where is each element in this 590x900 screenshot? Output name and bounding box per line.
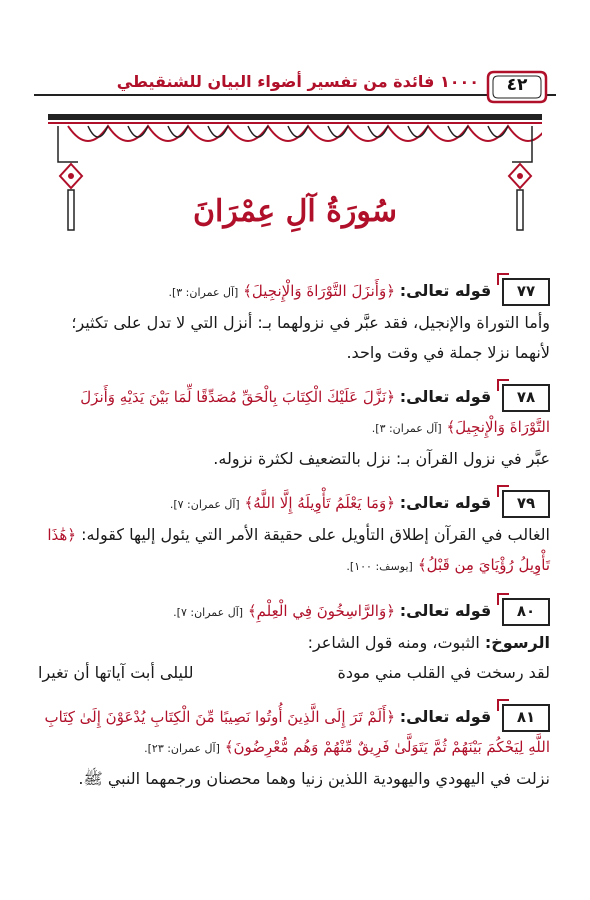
verse-reference: [آل عمران: ٣].: [371, 422, 442, 435]
entry-body: نزلت في اليهودي واليهودية اللذين زنيا وهما محصنان ورجمهما النبي ﷺ.: [78, 769, 550, 788]
entry-80: [38, 596, 550, 688]
entry-number-box: ٧٩: [502, 490, 550, 518]
entry-body-container: [38, 628, 550, 658]
header-rule: [34, 94, 556, 96]
main-content: [38, 276, 550, 808]
entry-number-box: ٧٧: [502, 278, 550, 306]
quran-verse: ﴿وَأَنزَلَ التَّوْرَاةَ وَالْإِنجِيلَ﴾: [243, 282, 395, 300]
entry-label: قوله تعالى:: [399, 707, 492, 726]
entry-body: وأما التوراة والإنجيل، فقد عبَّر في نزولهما بـ: أنزل التي لا تدل على تكثير؛ لأنهما نزلا جملة في وقت واحد.: [71, 313, 550, 362]
verse-reference: [آل عمران: ٣].: [168, 286, 239, 299]
entry-label: قوله تعالى:: [399, 601, 492, 620]
verse-reference: [آل عمران: ٧].: [173, 606, 244, 619]
entry-label: قوله تعالى:: [399, 281, 492, 300]
quran-verse: ﴿وَالرَّاسِخُونَ فِي الْعِلْمِ﴾: [247, 602, 395, 620]
quran-verse: ﴿أَلَمْ تَرَ إِلَى الَّذِينَ أُوتُوا نَصِيبًا مِّنَ الْكِتَابِ يُدْعَوْنَ إِلَىٰ كِتَابِ اللَّهِ لِيَحْكُمَ بَيْنَهُمْ ثُمَّ يَتَوَلَّىٰ فَرِيقٌ مِّنْهُمْ وَهُم مُّعْرِضُونَ﴾: [44, 708, 550, 756]
poem-verse: [38, 658, 550, 688]
term-label: الرسوخ:: [484, 633, 550, 652]
page-number: ٤٢: [506, 75, 528, 95]
entry-77: [38, 276, 550, 368]
entry-body: الغالب في القرآن إطلاق التأويل على حقيقة الأمر التي يئول إليها كقوله:: [81, 525, 550, 544]
entry-81: [38, 702, 550, 794]
verse-reference: [آل عمران: ٢٣].: [144, 742, 220, 755]
surah-title: سُورَةُ آلِ عِمْرَانَ: [192, 194, 398, 229]
decorative-border-ornament: [48, 112, 542, 172]
entry-label: قوله تعالى:: [399, 493, 492, 512]
entry-79: [38, 488, 550, 582]
entry-number-box: ٨٠: [502, 598, 550, 626]
quoted-verse-reference: [يوسف: ١٠٠].: [346, 560, 413, 573]
quoted-verse: ﴿هَٰذَا تَأْوِيلُ رُؤْيَايَ مِن قَبْلُ﴾: [47, 526, 550, 574]
book-title: ١٠٠٠ فائدة من تفسير أضواء البيان للشنقيطي: [116, 72, 479, 91]
quran-verse: ﴿وَمَا يَعْلَمُ تَأْوِيلَهُ إِلَّا اللَّهُ﴾: [244, 494, 395, 512]
poem-first-hemistich: لقد رسخت في القلب مني مودة: [337, 663, 550, 682]
poem-second-hemistich: لليلى أبت آياتها أن تغيرا: [38, 663, 194, 682]
entry-body-container: [38, 520, 550, 582]
page-number-badge: [486, 70, 548, 104]
entry-label: قوله تعالى:: [399, 387, 492, 406]
verse-reference: [آل عمران: ٧].: [169, 498, 240, 511]
page-header: [34, 70, 556, 110]
entry-78: [38, 382, 550, 474]
entry-body: الثبوت، ومنه قول الشاعر:: [307, 633, 480, 652]
entry-body: عبَّر في نزول القرآن بـ: نزل بالتضعيف لكثرة نزوله.: [213, 449, 550, 468]
quran-verse: ﴿نَزَّلَ عَلَيْكَ الْكِتَابَ بِالْحَقِّ مُصَدِّقًا لِّمَا بَيْنَ يَدَيْهِ وَأَنزَلَ التَّوْرَاةَ وَالْإِنجِيلَ﴾: [80, 388, 550, 436]
entry-number-box: ٨١: [502, 704, 550, 732]
entry-number-box: ٧٨: [502, 384, 550, 412]
